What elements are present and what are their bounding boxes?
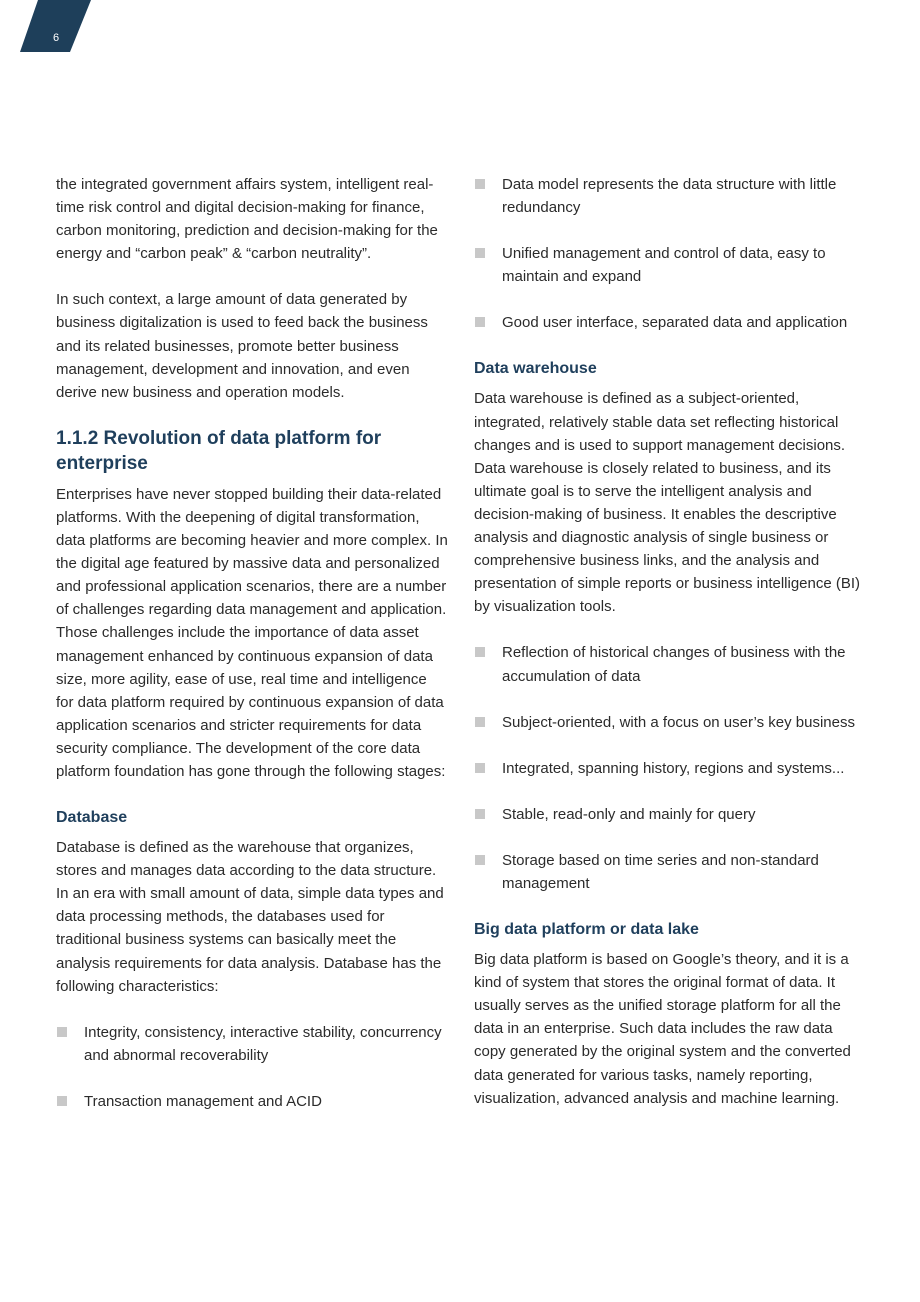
bullet-square-icon [57,1096,67,1106]
data-warehouse-heading: Data warehouse [474,360,597,378]
data-lake-heading: Big data platform or data lake [474,921,699,939]
database-characteristics-list [56,1021,448,1113]
bullet-square-icon [475,248,485,258]
section-body: Enterprises have never stopped building their data-related platforms. With the deepening of digital transformation, data platforms are becoming heavier and more complex. In the digital age featured by massive data and personalized and professional application scenarios, there are a number of challenges regarding data management and application. Those challenges include the importance of data asset management enhanced by continuous expansion of data size, more agility, ease of use, real time and intelligence for data platform required by continuous expansion of data application scenarios and stricter requirements for data security compliance. The development of the core data platform foundation has gone through the following stages: [56,485,448,780]
bullet-square-icon [475,855,485,865]
section-heading: 1.1.2 Revolution of data platform for enterprise [56,427,382,474]
database-heading: Database [56,809,128,827]
list-item: Integrated, spanning history, regions and systems... [474,757,866,780]
bullet-square-icon [475,179,485,189]
list-item: Stable, read-only and mainly for query [474,803,866,826]
database-characteristics-list-continued [474,173,866,334]
data-warehouse-body: Data warehouse is defined as a subject-oriented, integrated, relatively stable data set reflecting historical changes and is used to support management decisions. Data warehouse is closely related to business, and its ultimate goal is to serve the intelligent analysis and decision-making of business. It enables the descriptive analysis and diagnostic analysis of single business or comprehensive business links, and the analysis and presentation of simple reports or business intelligence (BI) by visualization tools. [474,390,861,616]
data-warehouse-characteristics-list [474,641,866,895]
context-paragraph: In such context, a large amount of data generated by business digitalization is used to feed back the business and its related businesses, promote better business management, development and innovation, and even derive new business and operation models. [56,291,428,401]
database-body: Database is defined as the warehouse that organizes, stores and manages data according to the data structure. In an era with small amount of data, simple data types and data processing methods, the databases used for traditional business systems can basically meet the analysis requirements for data analysis. Database has the following characteristics: [56,839,444,995]
page-number-tab [0,0,100,52]
list-item: Storage based on time series and non-standard management [474,849,866,895]
list-item: Transaction management and ACID [56,1090,448,1113]
bullet-square-icon [475,717,485,727]
list-item: Integrity, consistency, interactive stability, concurrency and abnormal recoverability [56,1021,448,1067]
list-item: Reflection of historical changes of business with the accumulation of data [474,641,866,687]
right-column [474,173,866,1110]
list-item: Good user interface, separated data and application [474,311,866,334]
bullet-square-icon [475,647,485,657]
list-item: Subject-oriented, with a focus on user’s key business [474,711,866,734]
bullet-square-icon [475,763,485,773]
list-item: Unified management and control of data, easy to maintain and expand [474,242,866,288]
list-item: Data model represents the data structure with little redundancy [474,173,866,219]
bullet-square-icon [475,809,485,819]
page-number: 6 [53,32,60,44]
data-lake-body: Big data platform is based on Google’s theory, and it is a kind of system that stores the original format of data. It usually serves as the unified storage platform for all the data in an enterprise. Such data includes the raw data copy generated by the original system and the converted data generated for various tasks, namely reporting, visualization, advanced analysis and machine learning. [474,951,851,1107]
bullet-square-icon [475,317,485,327]
intro-paragraph-continued: the integrated government affairs system, intelligent real-time risk control and digital decision-making for finance, carbon monitoring, prediction and decision-making for the energy and “carbon peak” & “carbon neutrality”. [56,176,438,263]
left-column [56,173,448,1113]
bullet-square-icon [57,1027,67,1037]
page-tab-shape [0,0,100,52]
